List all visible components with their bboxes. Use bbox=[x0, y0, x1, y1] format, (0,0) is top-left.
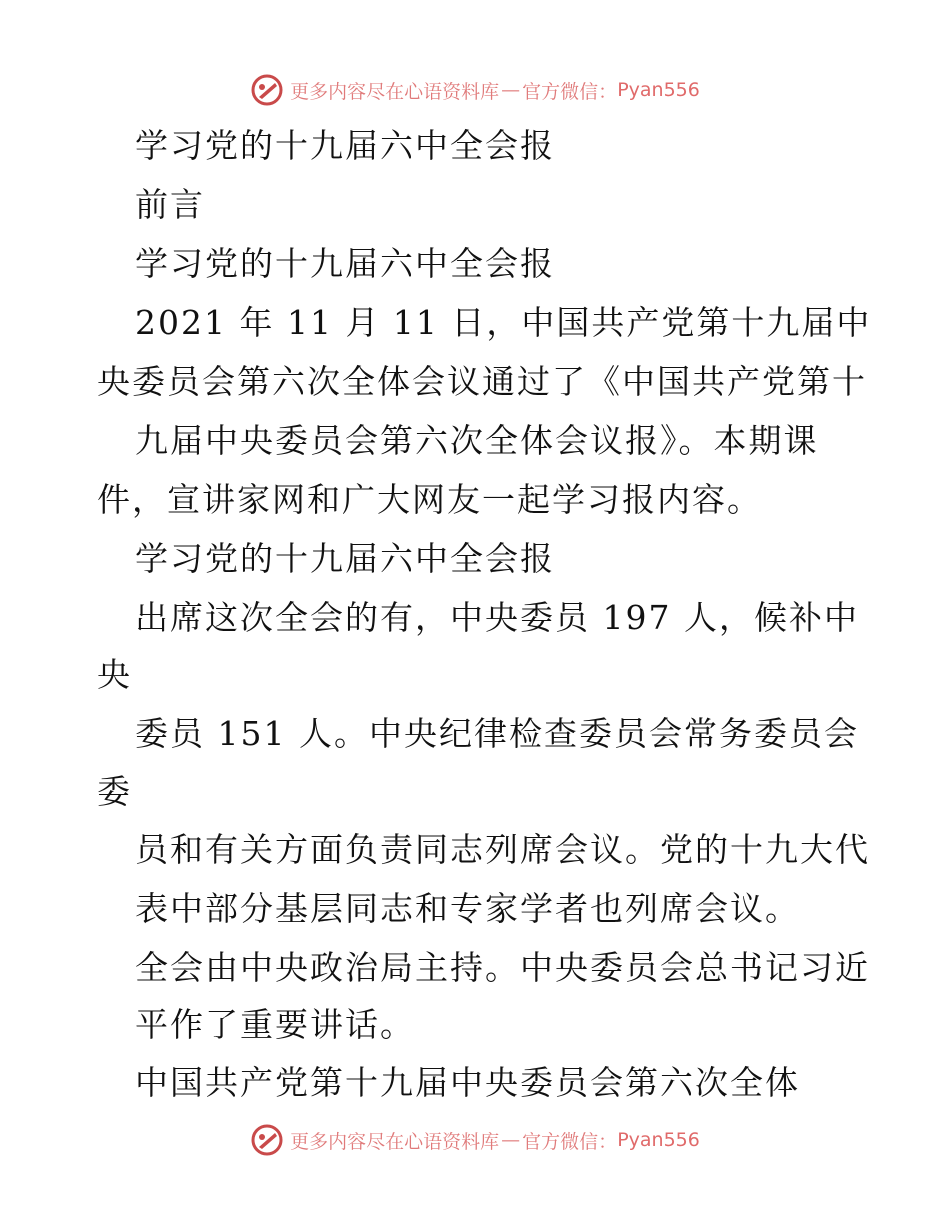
text-line-4-content: 2021 年 11 月 11 日，中国共产党第十九届中 bbox=[135, 303, 872, 342]
text-line-5: 央委员会第六次全体会议通过了《中国共产党第十 bbox=[97, 362, 867, 401]
text-line-13: 员和有关方面负责同志列席会议。党的十九大代 bbox=[135, 830, 870, 869]
watermark-site-text: 更多内容尽在心语资料库 bbox=[290, 1130, 500, 1153]
text-line-12: 委 bbox=[97, 772, 132, 811]
text-line-4 bbox=[135, 303, 872, 343]
text-line-2: 前言 bbox=[135, 185, 205, 224]
watermark-separator: — bbox=[501, 1129, 521, 1151]
watermark-wechat-id: Pyan556 bbox=[617, 1129, 700, 1151]
text-line-1: 学习党的十九届六中全会报 bbox=[135, 126, 555, 165]
text-line-6: 九届中央委员会第六次全体会议报》。本期课 bbox=[135, 421, 819, 460]
text-line-10: 央 bbox=[97, 655, 132, 694]
text-line-17: 中国共产党第十九届中央委员会第六次全体 bbox=[135, 1063, 800, 1102]
watermark-separator: — bbox=[501, 79, 521, 101]
text-line-7: 件，宣讲家网和广大网友一起学习报内容。 bbox=[97, 480, 762, 519]
watermark-wechat-label: 官方微信： bbox=[522, 1130, 618, 1153]
watermark-wechat-label: 官方微信： bbox=[522, 80, 618, 103]
text-line-15: 全会由中央政治局主持。中央委员会总书记习近 bbox=[135, 948, 870, 987]
text-line-9: 出席这次全会的有，中央委员 197 人，候补中 bbox=[135, 598, 859, 637]
watermark-wechat-id: Pyan556 bbox=[617, 79, 700, 101]
text-line-16: 平作了重要讲话。 bbox=[135, 1005, 415, 1044]
text-line-14: 表中部分基层同志和专家学者也列席会议。 bbox=[135, 889, 800, 928]
brand-logo-icon bbox=[250, 1123, 284, 1157]
text-line-3: 学习党的十九届六中全会报 bbox=[135, 244, 555, 283]
text-line-8: 学习党的十九届六中全会报 bbox=[135, 539, 555, 578]
watermark-site-text: 更多内容尽在心语资料库 bbox=[290, 80, 500, 103]
header-watermark bbox=[0, 70, 950, 110]
text-line-11: 委员 151 人。中央纪律检查委员会常务委员会 bbox=[135, 714, 859, 753]
brand-logo-icon bbox=[250, 73, 284, 107]
footer-watermark bbox=[0, 1120, 950, 1160]
